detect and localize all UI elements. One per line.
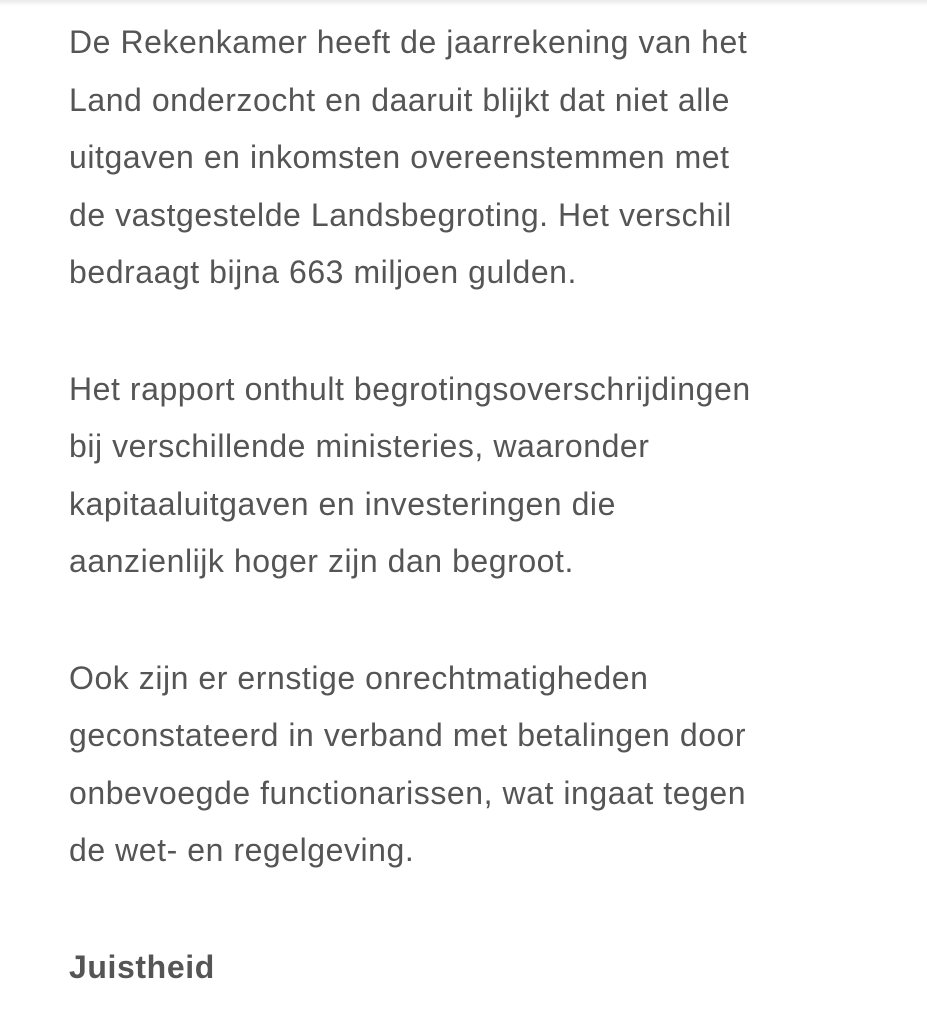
paragraph-line: de vastgestelde Landsbegroting. Het verschil <box>69 196 732 233</box>
paragraph-line: kapitaaluitgaven en investeringen die <box>69 485 616 522</box>
paragraph-line: aanzienlijk hoger zijn dan begroot. <box>69 543 574 579</box>
paragraph-line: geconstateerd in verband met betalingen door <box>69 717 747 753</box>
paragraph-line: Het rapport onthult begrotingsoverschrijdingen <box>69 370 751 407</box>
paragraph-onrechtmatigheden <box>69 650 899 880</box>
paragraph-begrotingsoverschrijdingen <box>69 361 899 591</box>
top-shadow-divider <box>0 0 927 6</box>
paragraph-line: uitgaven en inkomsten overeenstemmen met <box>69 139 730 175</box>
paragraph-line: Land onderzocht en daaruit blijkt dat niet alle <box>69 81 730 118</box>
paragraph-line: onbevoegde functionarissen, wat ingaat tegen <box>69 774 747 811</box>
article-body <box>69 14 899 996</box>
paragraph-line: bedraagt bijna 663 miljoen gulden. <box>69 254 577 290</box>
paragraph-line: De Rekenkamer heeft de jaarrekening van het <box>69 24 748 60</box>
paragraph-line: Ook zijn er ernstige onrechtmatigheden <box>69 659 649 696</box>
paragraph-jaarrekening <box>69 14 899 302</box>
paragraph-line: de wet- en regelgeving. <box>69 832 415 868</box>
section-heading-juistheid: Juistheid <box>69 948 215 985</box>
paragraph-line: bij verschillende ministeries, waaronder <box>69 428 650 464</box>
